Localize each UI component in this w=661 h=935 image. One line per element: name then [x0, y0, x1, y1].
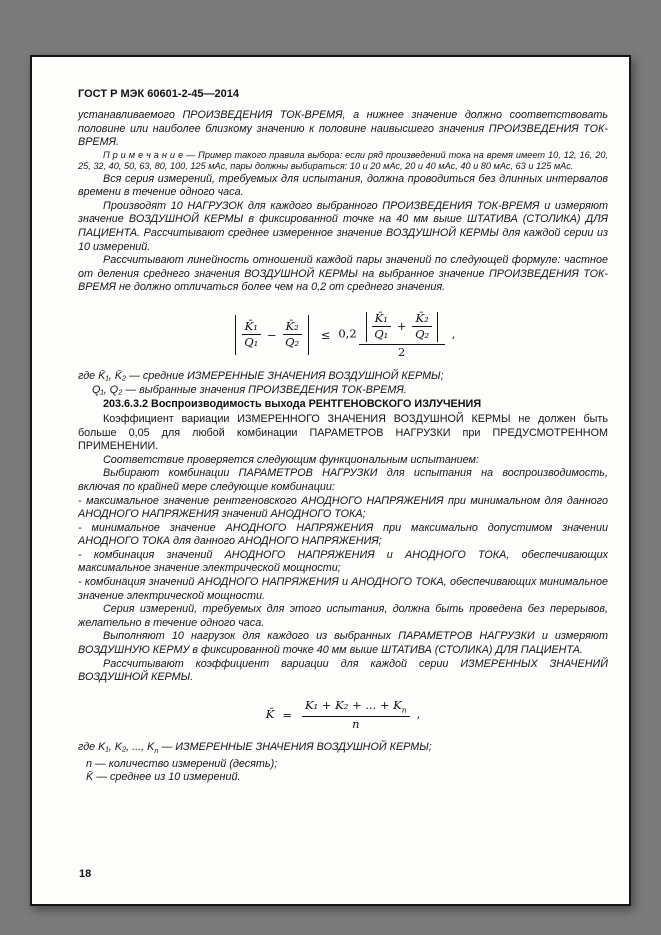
denominator: 2 — [398, 344, 406, 359]
list-item-max-power: - комбинация значений АНОДНОГО НАПРЯЖЕНИЯ и АНОДНОГО ТОКА, обеспечивающих максимальное значение электрической мощности; — [78, 548, 608, 575]
denominator: Q₁ — [244, 335, 259, 350]
where-n-count: n — количество измерений (десять); — [86, 757, 278, 770]
paragraph-calc-variation: Рассчитывают коэффициент вариации для каждой серии ИЗМЕРЕННЫХ ЗНАЧЕНИЙ ВОЗДУШНОЙ КЕРМЫ. — [78, 657, 608, 684]
denominator: n — [352, 716, 360, 731]
fraction-average — [359, 310, 445, 359]
paragraph-select-combinations: Выбирают комбинации ПАРАМЕТРОВ НАГРУЗКИ для испытания на воспроизводимость, включая по крайней мере следующие комбинации: — [78, 467, 608, 493]
kbar-variable: K̄ — [265, 706, 275, 721]
coefficient-value: 0,2 — [338, 326, 357, 341]
fraction-k2-q2 — [283, 320, 302, 349]
subscript-n: n — [154, 746, 159, 756]
numerator: K̄₁ — [372, 312, 391, 327]
numerator: K̄₁ — [242, 320, 261, 335]
absolute-value-bar — [366, 312, 367, 342]
paragraph-variation-coefficient: Коэффициент вариации ИЗМЕРЕННОГО ЗНАЧЕНИЯ ВОЗДУШНОЙ КЕРМЫ не должен быть больше 0,05 для любой комбинации ПАРАМЕТРОВ НАГРУЗКИ при ПРЕДУСМОТРЕННОМ ПРИМЕНЕНИИ. — [78, 412, 608, 453]
leq-operator: ≤ — [320, 327, 331, 342]
formula-mean-kerma — [78, 699, 608, 731]
where-mean-kerma-values: где K̄₁, K̄₂ — средние ИЗМЕРЕННЫЕ ЗНАЧЕНИЯ ВОЗДУШНОЙ КЕРМЫ; — [78, 370, 444, 383]
denominator: Q₂ — [285, 335, 300, 350]
note-example: П р и м е ч а н и е — Пример такого правила выбора: если ряд произведений тока на время имеет 10, 12, 16, 20, 25, 32, 40, 50, 63, 80, 100, 125 мАс, пары должны выбираться: 10 и 20 мАс, 20 и 40 мАс, 40 и 80 мАс, 63 и 125 мАс. — [78, 149, 608, 172]
subscript-n: n — [401, 705, 407, 715]
absolute-value-bar — [308, 315, 309, 355]
denominator: Q₂ — [415, 327, 430, 342]
minus-operator: − — [266, 327, 277, 342]
paragraph-intro-continuation: устанавливаемого ПРОИЗВЕДЕНИЯ ТОК-ВРЕМЯ, а нижнее значение должно соответствовать половине или наиболее близкому значению к половине наивысшего значения ПРОИЗВЕДЕНИЯ ТОК-ВРЕМЯ. — [78, 109, 608, 149]
numerator: K̄₂ — [412, 312, 431, 327]
formula-comma: , — [451, 326, 456, 341]
list-item-min-power: - комбинация значений АНОДНОГО НАПРЯЖЕНИЯ и АНОДНОГО ТОКА, обеспечивающих минимальное значение электрической мощности. — [78, 576, 608, 602]
document-header: ГОСТ Р МЭК 60601-2-45—2014 — [78, 88, 239, 100]
fraction-k2-q2 — [412, 312, 431, 341]
section-heading-203-6-3-2: 203.6.3.2 Воспроизводимость выхода РЕНТГЕНОВСКОГО ИЗЛУЧЕНИЯ — [103, 398, 482, 411]
document-page — [30, 55, 631, 906]
where-k-mean: K̄ — среднее из 10 измерений. — [86, 771, 241, 784]
list-item-max-voltage: - максимальное значение рентгеновского АНОДНОГО НАПРЯЖЕНИЯ при минимальном для данного АНОДНОГО НАПРЯЖЕНИЯ значений АНОДНОГО ТОКА; — [78, 494, 608, 521]
list-item-min-voltage: - минимальное значение АНОДНОГО НАПРЯЖЕНИЯ при максимально допустимом значении АНОДНОГО ТОКА для данного АНОДНОГО НАПРЯЖЕНИЯ; — [78, 521, 608, 548]
where-text-pre: где K₁, K₂, ..., K — [78, 740, 155, 753]
fraction-k1-q1 — [242, 320, 261, 349]
paragraph-ten-loadings: Производят 10 НАГРУЗОК для каждого выбранного ПРОИЗВЕДЕНИЯ ТОК-ВРЕМЯ и измеряют значение ВОЗДУШНОЙ КЕРМЫ в фиксированной точке на 40 мм выше ШТАТИВА (СТОЛИКА) ДЛЯ ПАЦИЕНТА. Рассчитывают среднее измеренное значение ВОЗДУШНОЙ КЕРМЫ для каждой серии из 10 измерений. — [78, 199, 608, 253]
formula-linearity — [78, 310, 608, 359]
page-number: 18 — [79, 868, 92, 880]
denominator: Q₁ — [374, 327, 389, 342]
where-current-time-values: Q₁, Q₂ — выбранные значения ПРОИЗВЕДЕНИЯ ТОК-ВРЕМЯ. — [92, 383, 407, 396]
paragraph-linearity-rule: Рассчитывают линейность отношений каждой пары значений по следующей формуле: частное от деления среднего значения ВОЗДУШНОЙ КЕРМЫ на выбранное значение ПРОИЗВЕДЕНИЯ ТОК-ВРЕМЯ не должно отличаться более чем на 0,2 от среднего значения. — [78, 254, 608, 294]
numerator — [302, 699, 410, 717]
absolute-value-bar — [235, 315, 236, 355]
fraction-k1-q1 — [372, 312, 391, 341]
absolute-value-bar — [437, 312, 438, 342]
where-measured-values — [78, 741, 608, 758]
paragraph-series-measurements: Вся серия измерений, требуемых для испытания, должна проводиться без длинных интервалов времени в течение одного часа. — [78, 172, 608, 199]
paragraph-compliance-check: Соответствие проверяется следующим функциональным испытанием: — [103, 453, 479, 466]
where-text-post: — ИЗМЕРЕННЫЕ ЗНАЧЕНИЯ ВОЗДУШНОЙ КЕРМЫ; — [158, 740, 432, 753]
fraction-mean — [302, 699, 410, 731]
numerator: K̄₂ — [283, 320, 302, 335]
paragraph-perform-loadings: Выполняют 10 нагрузок для каждого из выбранных ПАРАМЕТРОВ НАГРУЗКИ и измеряют ВОЗДУШНУЮ КЕРМУ в фиксированной точке 40 мм выше ШТАТИВА (СТОЛИКА) ДЛЯ ПАЦИЕНТА. — [78, 630, 608, 657]
numerator-sum: K₁ + K₂ + ... + K — [304, 697, 402, 712]
plus-operator: + — [396, 319, 407, 334]
equals-operator: = — [282, 707, 292, 722]
numerator — [359, 310, 445, 345]
paragraph-series-no-breaks: Серия измерений, требуемых для этого испытания, должна быть проведена без перерывов, желательно в течение одного часа. — [78, 603, 608, 629]
formula-comma: , — [416, 706, 421, 721]
